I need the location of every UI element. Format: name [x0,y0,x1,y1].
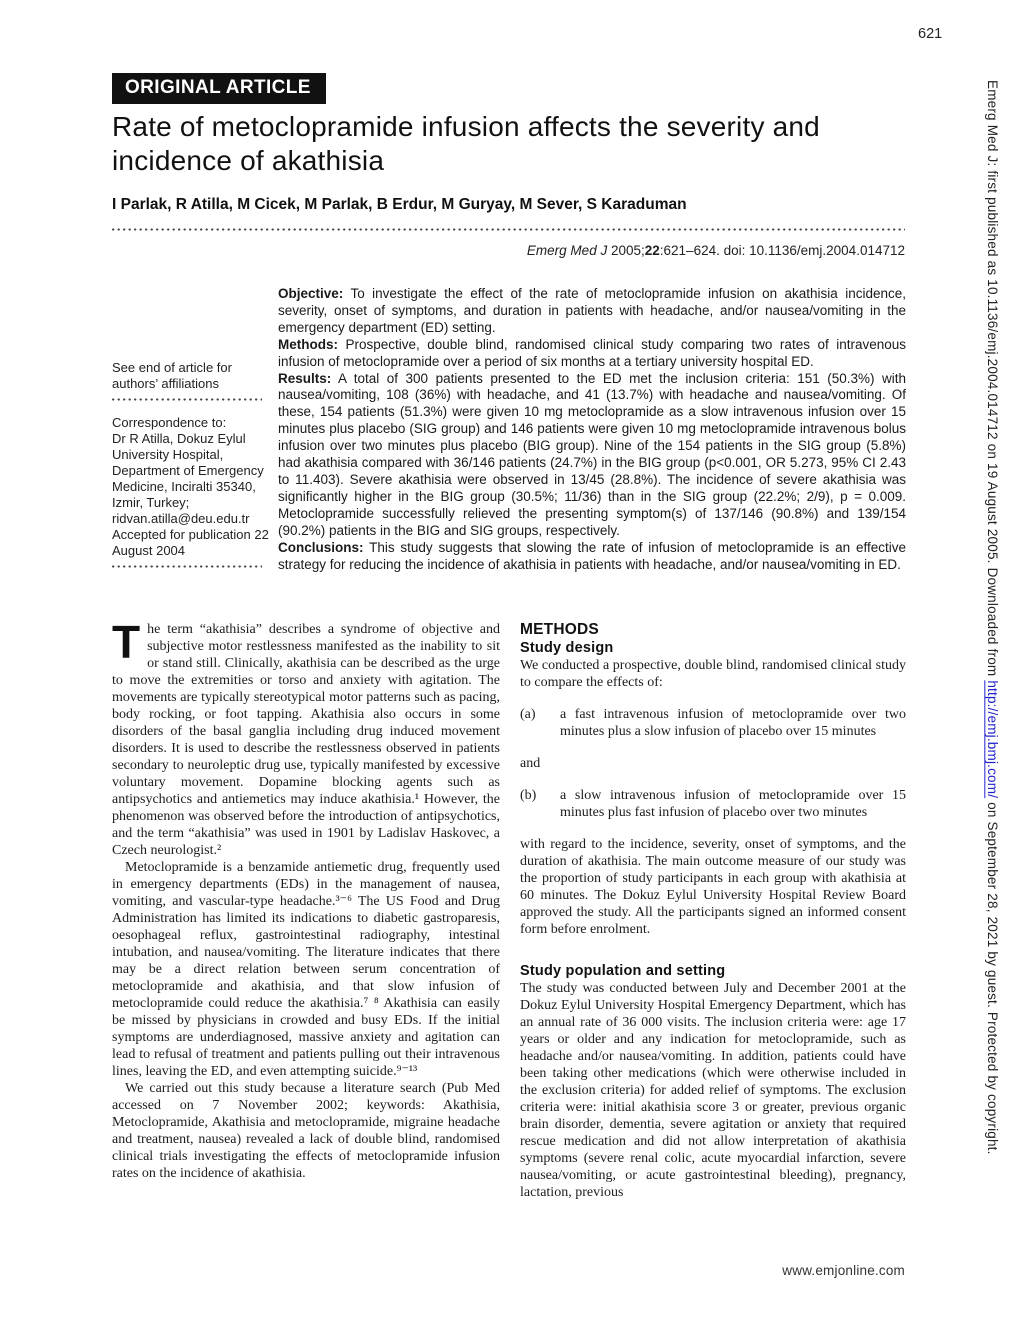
affiliations-note: See end of article for authors’ affiliations [112,360,232,391]
citation-line [112,243,905,258]
vertical-copyright-strip [974,80,1000,1270]
margin-notes [112,360,272,582]
body-column-left [112,616,500,1182]
accepted-note: Accepted for publication 22 August 2004 [112,527,269,558]
journal-url-link[interactable]: http://emj.bmj.com/ [985,680,1000,799]
study-design-intro: We conducted a prospective, double blind, randomised clinical study to compare the effects of: [520,658,906,690]
author-list: I Parlak, R Atilla, M Cicek, M Parlak, B Erdur, M Guryay, M Sever, S Karaduman [112,196,687,213]
protocol-item-a-text: a fast intravenous infusion of metoclopramide over two minutes plus a slow infusion of placebo over 15 minutes [560,707,906,739]
abstract [278,286,906,573]
abstract-results-text: A total of 300 patients presented to the ED met the inclusion criteria: 151 (50.3%) with nausea/vomiting, 108 (36%) with headache, and 41 (13.7%) with headache and nausea/vomiting. Of these, 154 patients (51.3%) were given 10 mg metoclopramide as a slow intravenous infusion over 15 minutes plus placebo (SIG group) and 146 patients were given 10 mg metoclopramide intravenous bolus infusion over two minutes plus placebo (BIG group). Nine of the 154 patients in the SIG group (5.8%) had akathisia compared with 36/146 patients (24.7%) in the BIG group (p<0.001, OR 5.273, 95% CI 2.43 to 11.403). Severe akathisia were observed in 13/45 (28.8%). The incidence of severe akathisia was significantly higher in the BIG group (30.5%; 11/36) than in the SIG group (22.2%; 2/9), p = 0.009. Metoclopramide successfully relieved the presenting symptom(s) of 137/146 (90.8%) and 139/154 (90.2%) patients in the BIG and SIG groups, respectively. [278,370,906,538]
abstract-methods [278,337,906,371]
outcome-paragraph: with regard to the incidence, severity, onset of symptoms, and the duration of akathisia. The main outcome measure of our study was the proportion of study participants in each group with akathisia at 60 minutes. The Dokuz Eylul University Hospital Review Board approved the study. All the participants signed an informed consent form before enrolment. [520,837,906,937]
dotted-rule [112,228,905,231]
protocol-item-b [520,787,906,821]
body-column-right [520,621,906,1201]
article-title: Rate of metoclopramide infusion affects the severity and incidence of akathisia [112,111,820,176]
abstract-conclusions-label: Conclusions: [278,539,364,555]
protocol-item-b-text: a slow intravenous infusion of metoclopramide over 15 minutes plus fast infusion of placebo over two minutes [560,788,906,820]
list-connector: and [520,756,541,771]
abstract-objective-label: Objective: [278,286,344,301]
footer-journal-url: www.emjonline.com [782,1263,905,1278]
intro-paragraph [112,616,500,859]
abstract-conclusions-text: This study suggests that slowing the rate of infusion of metoclopramide is an effective strategy for reducing the incidence of akathisia in patients with headache, and/or nausea/vomiting in ED. [278,539,906,572]
article-type-badge: ORIGINAL ARTICLE [112,73,326,104]
citation-volume: 22 [644,243,660,258]
citation-journal: Emerg Med J [526,243,608,258]
citation-pages-doi: :621–624. doi: 10.1136/emj.2004.014712 [659,243,905,258]
abstract-methods-text: Prospective, double blind, randomised clinical study comparing two rates of intravenous infusion of metoclopramide over a period of six months at a tertiary university hospital ED. [278,336,906,369]
citation-year: 2005; [607,243,645,258]
abstract-results [278,371,906,540]
abstract-methods-label: Methods: [278,336,338,352]
abstract-conclusions [278,540,906,574]
protocol-item-a-label: (a) [520,707,536,722]
intro-paragraph-text: he term “akathisia” describes a syndrome of objective and subjective motor restlessness manifested as the inability to sit or stand still. Clinically, akathisia can be described as the urge to move the extremities or torso and anxiety with agitation. The movements are typically stereotypical motor patterns such as pacing, body rocking, or foot tapping. Akathisia also occurs in some disorders of the basal ganglia including drug induced movement disorders. It is used to describe the restlessness observed in patients secondary to neuroleptic drug use, typically manifested by excessive voluntary movement. Dopamine blocking agents such as antipsychotics and antiemetics may induce akathisia.¹ However, the phenomenon was observed before the introduction of antipsychotics, and the term “akathisia” was used in 1901 by Ladislav Haskovec, a Czech neurologist.² [112,622,500,858]
protocol-item-b-label: (b) [520,788,537,803]
spacer [520,938,906,962]
correspondence-address: Dr R Atilla, Dokuz Eylul University Hospital, Department of Emergency Medicine, Inciralti 35340, Izmir, Turkey; [112,431,264,510]
protocol-item-a [520,706,906,740]
rationale-paragraph: We carried out this study because a literature search (Pub Med accessed on 7 November 2002; keywords: Akathisia, Metoclopramide, Akathisia and metoclopramide, migraine headache and treatment, nausea) revealed a lack of double blind, randomised clinical trials investigating the effects of metoclopramide infusion rates on the incidence of akathisia. [112,1081,500,1181]
population-heading: Study population and setting [520,963,726,979]
copyright-text-pre: Emerg Med J: first published as 10.1136/emj.2004.014712 on 19 August 2005. Downloaded from [985,80,1000,681]
background-paragraph: Metoclopramide is a benzamide antiemetic drug, frequently used in emergency departments (EDs) in the management of nausea, vomiting, and vascular-type headache.³⁻⁶ The US Food and Drug Administration has limited its indications to diabetic gastroparesis, oesophageal reflux, gastrointestinal radiography, intestinal intubation, and nausea/vomiting. The literature indicates that there may be a direct relation between serum concentration of metoclopramide and akathisia, and that slow infusion of metoclopramide could reduce the akathisia.⁷ ⁸ Akathisia can easily be missed by physicians in crowded and busy EDs. If the initial symptoms are underdiagnosed, massive anxiety and agitation can lead to refusal of treatment and patients pulling out their intravenous lines, leaving the ED, and even attempting suicide.⁹⁻¹³ [112,860,500,1079]
abstract-objective [278,286,906,337]
dotted-separator [112,565,262,568]
abstract-results-label: Results: [278,370,332,386]
dotted-separator [112,398,262,401]
methods-heading: METHODS [520,621,599,638]
correspondence-label: Correspondence to: [112,415,227,430]
abstract-objective-text: To investigate the effect of the rate of metoclopramide infusion on akathisia incidence, severity, onset of symptoms, and duration in patients with headache, and/or nausea/vomiting in the emergency department (ED) setting. [278,286,906,335]
study-design-heading: Study design [520,640,614,656]
page-number: 621 [918,26,943,42]
copyright-text-post: on September 28, 2021 by guest. Protected by copyright. [985,798,1000,1155]
population-paragraph: The study was conducted between July and December 2001 at the Dokuz Eylul University Hospital Emergency Department, which has an annual rate of 36 000 visits. The inclusion criteria were: age 17 years or older and any indication for metoclopramide, such as headache and/or nausea/vomiting. In addition, patients could have been taking other medications (which were otherwise included in the exclusion criteria) for added relief of symptoms. The exclusion criteria were: initial akathisia score 3 or greater, previous organic brain disorder, dementia, severe agitation or anxiety that required rescue medication and did not allow interpretation of akathisia symptoms (severe renal colic, acute myocardial infarction, severe nausea/vomiting, or acute gastrointestinal bleeding), pregnancy, lactation, previous [520,981,906,1200]
dropcap: T [112,616,141,668]
correspondence-email: ridvan.atilla@deu.edu.tr [112,511,250,526]
